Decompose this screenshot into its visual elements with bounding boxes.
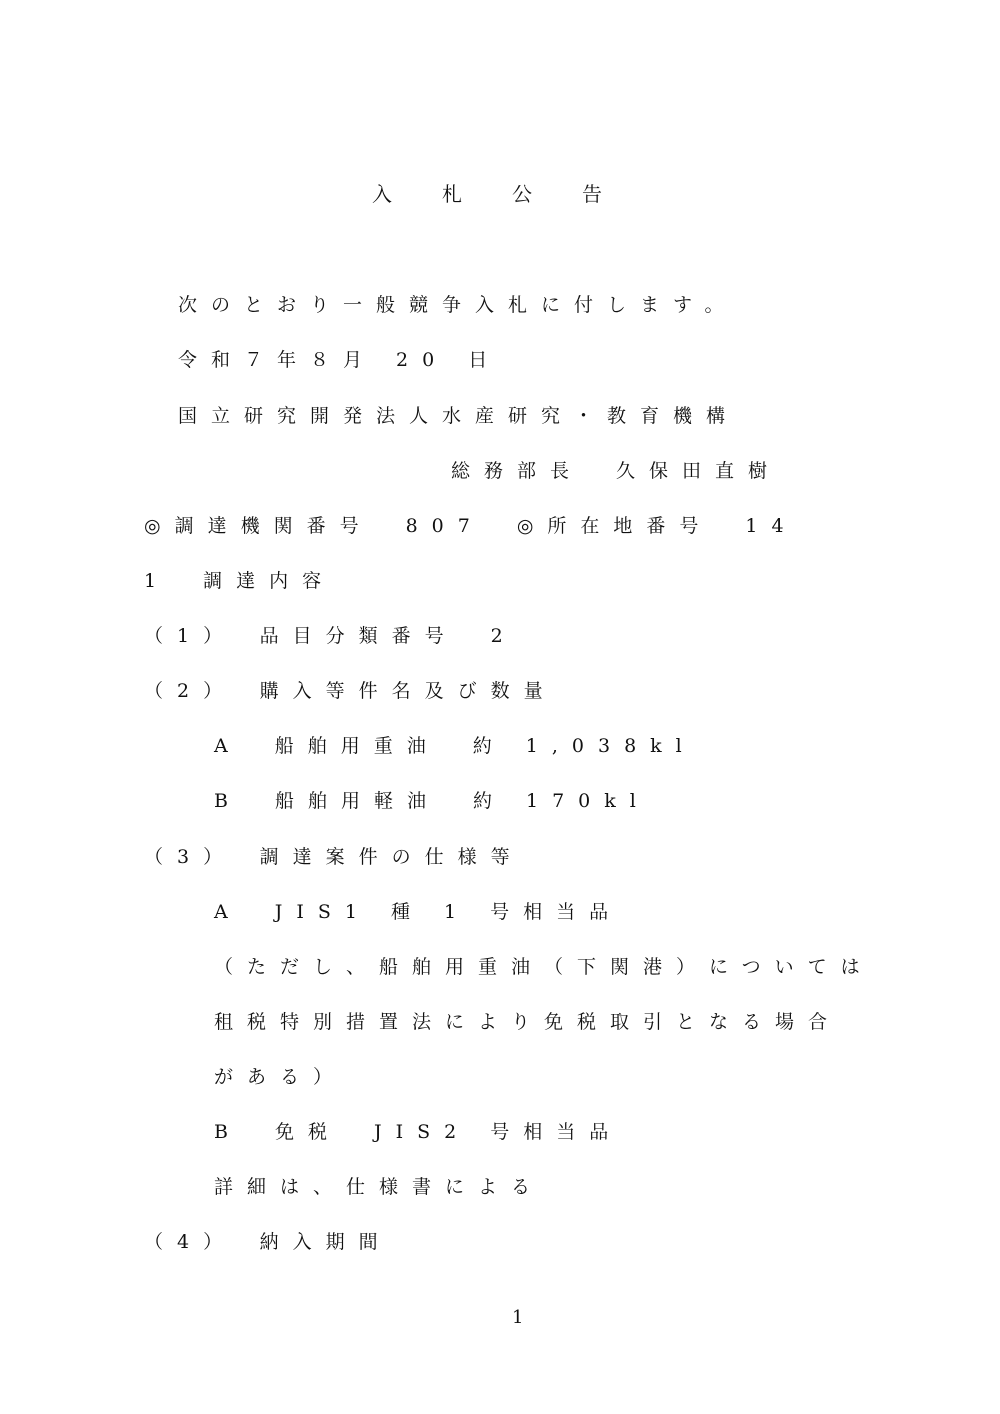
intro-sentence: 次のとおり一般競争入札に付します。 bbox=[178, 294, 738, 316]
agency-and-location-numbers: ◎調達機関番号 807 ◎所在地番号 14 bbox=[144, 515, 798, 537]
section-1-heading: 1 調達内容 bbox=[144, 570, 336, 592]
item-4-heading: （4） 納入期間 bbox=[144, 1231, 392, 1253]
item-3-a-note-1: （ただし、船舶用重油（下関港）については bbox=[214, 956, 874, 978]
document-title: 入札公告 bbox=[372, 182, 652, 206]
item-3-b: B 免税 JIS2 号相当品 bbox=[214, 1121, 623, 1143]
signatory: 総務部長 久保田直樹 bbox=[451, 460, 782, 482]
page-number: 1 bbox=[512, 1307, 524, 1328]
item-3-a-note-2: 租税特別措置法により免税取引となる場合 bbox=[214, 1011, 842, 1033]
notice-date: 令和７年８月 20 日 bbox=[178, 349, 502, 371]
item-3-a: A JIS1 種 1 号相当品 bbox=[214, 901, 623, 923]
item-3-details: 詳細は、仕様書による bbox=[214, 1176, 545, 1198]
item-2-a: A 船舶用重油 約 1,038kl bbox=[214, 735, 696, 757]
item-3-a-note-3: がある） bbox=[214, 1066, 347, 1088]
item-2-b: B 船舶用軽油 約 170kl bbox=[214, 790, 650, 812]
item-1-classification: （1） 品目分類番号 2 bbox=[144, 625, 517, 647]
organization-name: 国立研究開発法人水産研究・教育機構 bbox=[178, 405, 740, 427]
item-2-heading: （2） 購入等件名及び数量 bbox=[144, 680, 557, 702]
item-3-heading: （3） 調達案件の仕様等 bbox=[144, 846, 524, 868]
